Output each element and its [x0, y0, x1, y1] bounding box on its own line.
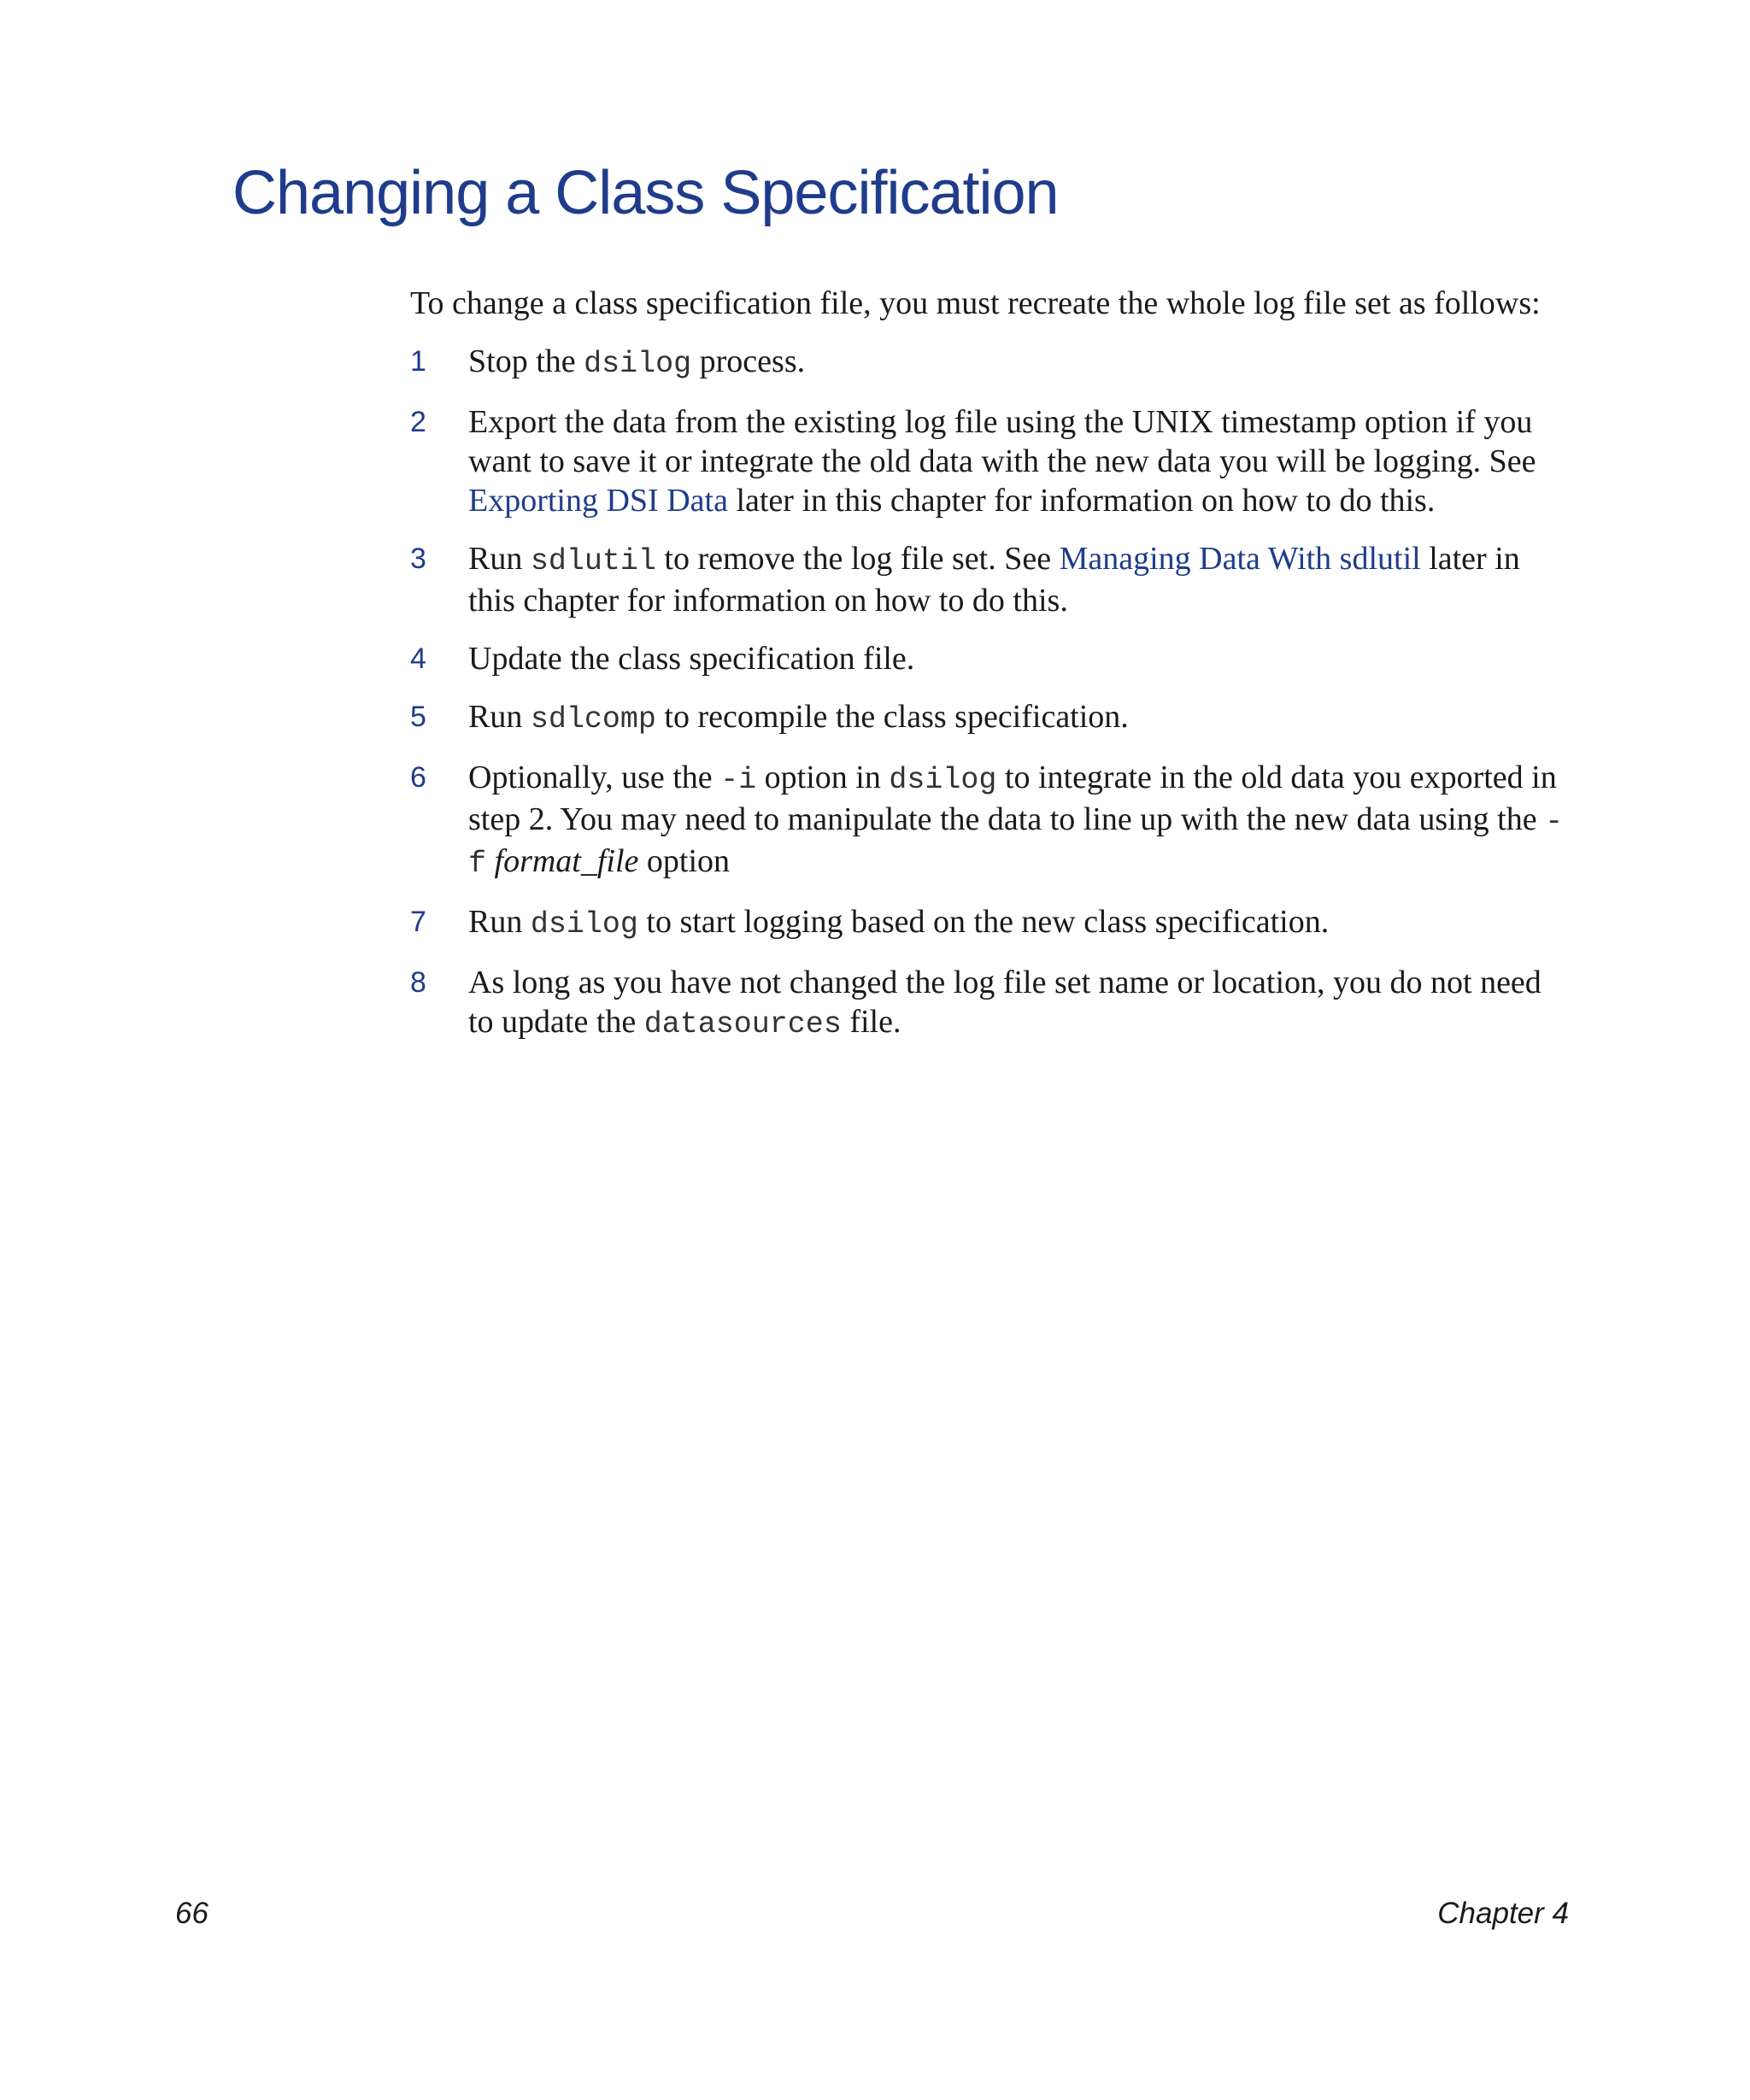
- step-text-segment: option: [638, 843, 731, 879]
- step-text-segment: to remove the log file set. See: [655, 541, 1060, 577]
- inline-code: dsilog: [530, 907, 638, 941]
- step-text-segment: [486, 843, 495, 879]
- inline-code: dsilog: [584, 347, 692, 381]
- inline-code: -f: [468, 805, 1564, 881]
- step-text-segment: to start logging based on the new class specification.: [637, 904, 1330, 940]
- step-number: 1: [410, 345, 426, 378]
- step-text-segment: Run: [468, 699, 531, 735]
- step-text: [468, 904, 1329, 940]
- step-text: [468, 541, 1520, 619]
- step-text-segment: Export the data from the existing log file using the UNIX timestamp option if you want to save it or integrate the old data with the new data you will be logging. See: [468, 404, 1536, 479]
- inline-code: sdlcomp: [530, 702, 656, 736]
- step-text-segment: process.: [691, 343, 806, 379]
- step-text-segment: Update the class specification file.: [468, 641, 915, 677]
- step-item: [410, 539, 1572, 620]
- step-text-segment: option in: [756, 760, 890, 795]
- step-text: [468, 699, 1129, 735]
- step-text: [468, 760, 1563, 879]
- cross-reference-link-exporting-dsi-data[interactable]: Exporting DSI Data: [468, 483, 728, 519]
- step-item: [410, 402, 1572, 520]
- inline-code: dsilog: [889, 763, 997, 797]
- step-number: 4: [410, 642, 426, 675]
- footer-page-number: 66: [175, 1897, 208, 1930]
- step-text-segment: Run: [468, 541, 531, 577]
- step-number: 6: [410, 761, 426, 794]
- inline-code: datasources: [643, 1007, 842, 1041]
- step-text-segment: file.: [841, 1004, 901, 1040]
- step-number: 7: [410, 906, 426, 938]
- intro-paragraph: To change a class specification file, you must recreate the whole log file set as follows:: [410, 285, 1541, 321]
- step-item: [410, 342, 1572, 384]
- step-number: 2: [410, 406, 426, 438]
- step-text: [468, 404, 1536, 519]
- inline-code: -i: [720, 763, 757, 797]
- step-text-segment: to integrate in the old data you exported in step 2. You may need to manipulate the data to line up with the new data using the: [468, 760, 1557, 837]
- step-text-segment: later in this chapter for information on how to do this.: [468, 541, 1520, 619]
- step-text-segment: to recompile the class specification.: [655, 699, 1129, 735]
- step-number: 8: [410, 966, 426, 999]
- step-item: [410, 963, 1572, 1044]
- step-item: [410, 758, 1572, 883]
- emphasis-text: format_file: [494, 843, 639, 879]
- step-text-segment: later in this chapter for information on how to do this.: [727, 483, 1436, 519]
- step-item: [410, 639, 1572, 678]
- page-title: Changing a Class Specification: [232, 159, 1059, 227]
- step-text-segment: Stop the: [468, 343, 584, 379]
- step-item: [410, 902, 1572, 944]
- steps-list: [410, 342, 1572, 1044]
- step-number: 5: [410, 701, 426, 733]
- step-text-segment: Run: [468, 904, 531, 940]
- step-item: [410, 697, 1572, 739]
- step-number: 3: [410, 543, 426, 575]
- document-body: [410, 284, 1572, 1063]
- footer-chapter: Chapter 4: [1437, 1897, 1569, 1930]
- step-text: [468, 641, 914, 677]
- step-text-segment: As long as you have not changed the log file set name or location, you do not need to update the: [468, 965, 1542, 1040]
- step-text: [468, 965, 1542, 1040]
- step-text: [468, 343, 805, 379]
- cross-reference-link-managing-data-with-sdlutil[interactable]: Managing Data With sdlutil: [1059, 541, 1421, 577]
- inline-code: sdlutil: [530, 544, 656, 578]
- step-text-segment: Optionally, use the: [468, 760, 721, 795]
